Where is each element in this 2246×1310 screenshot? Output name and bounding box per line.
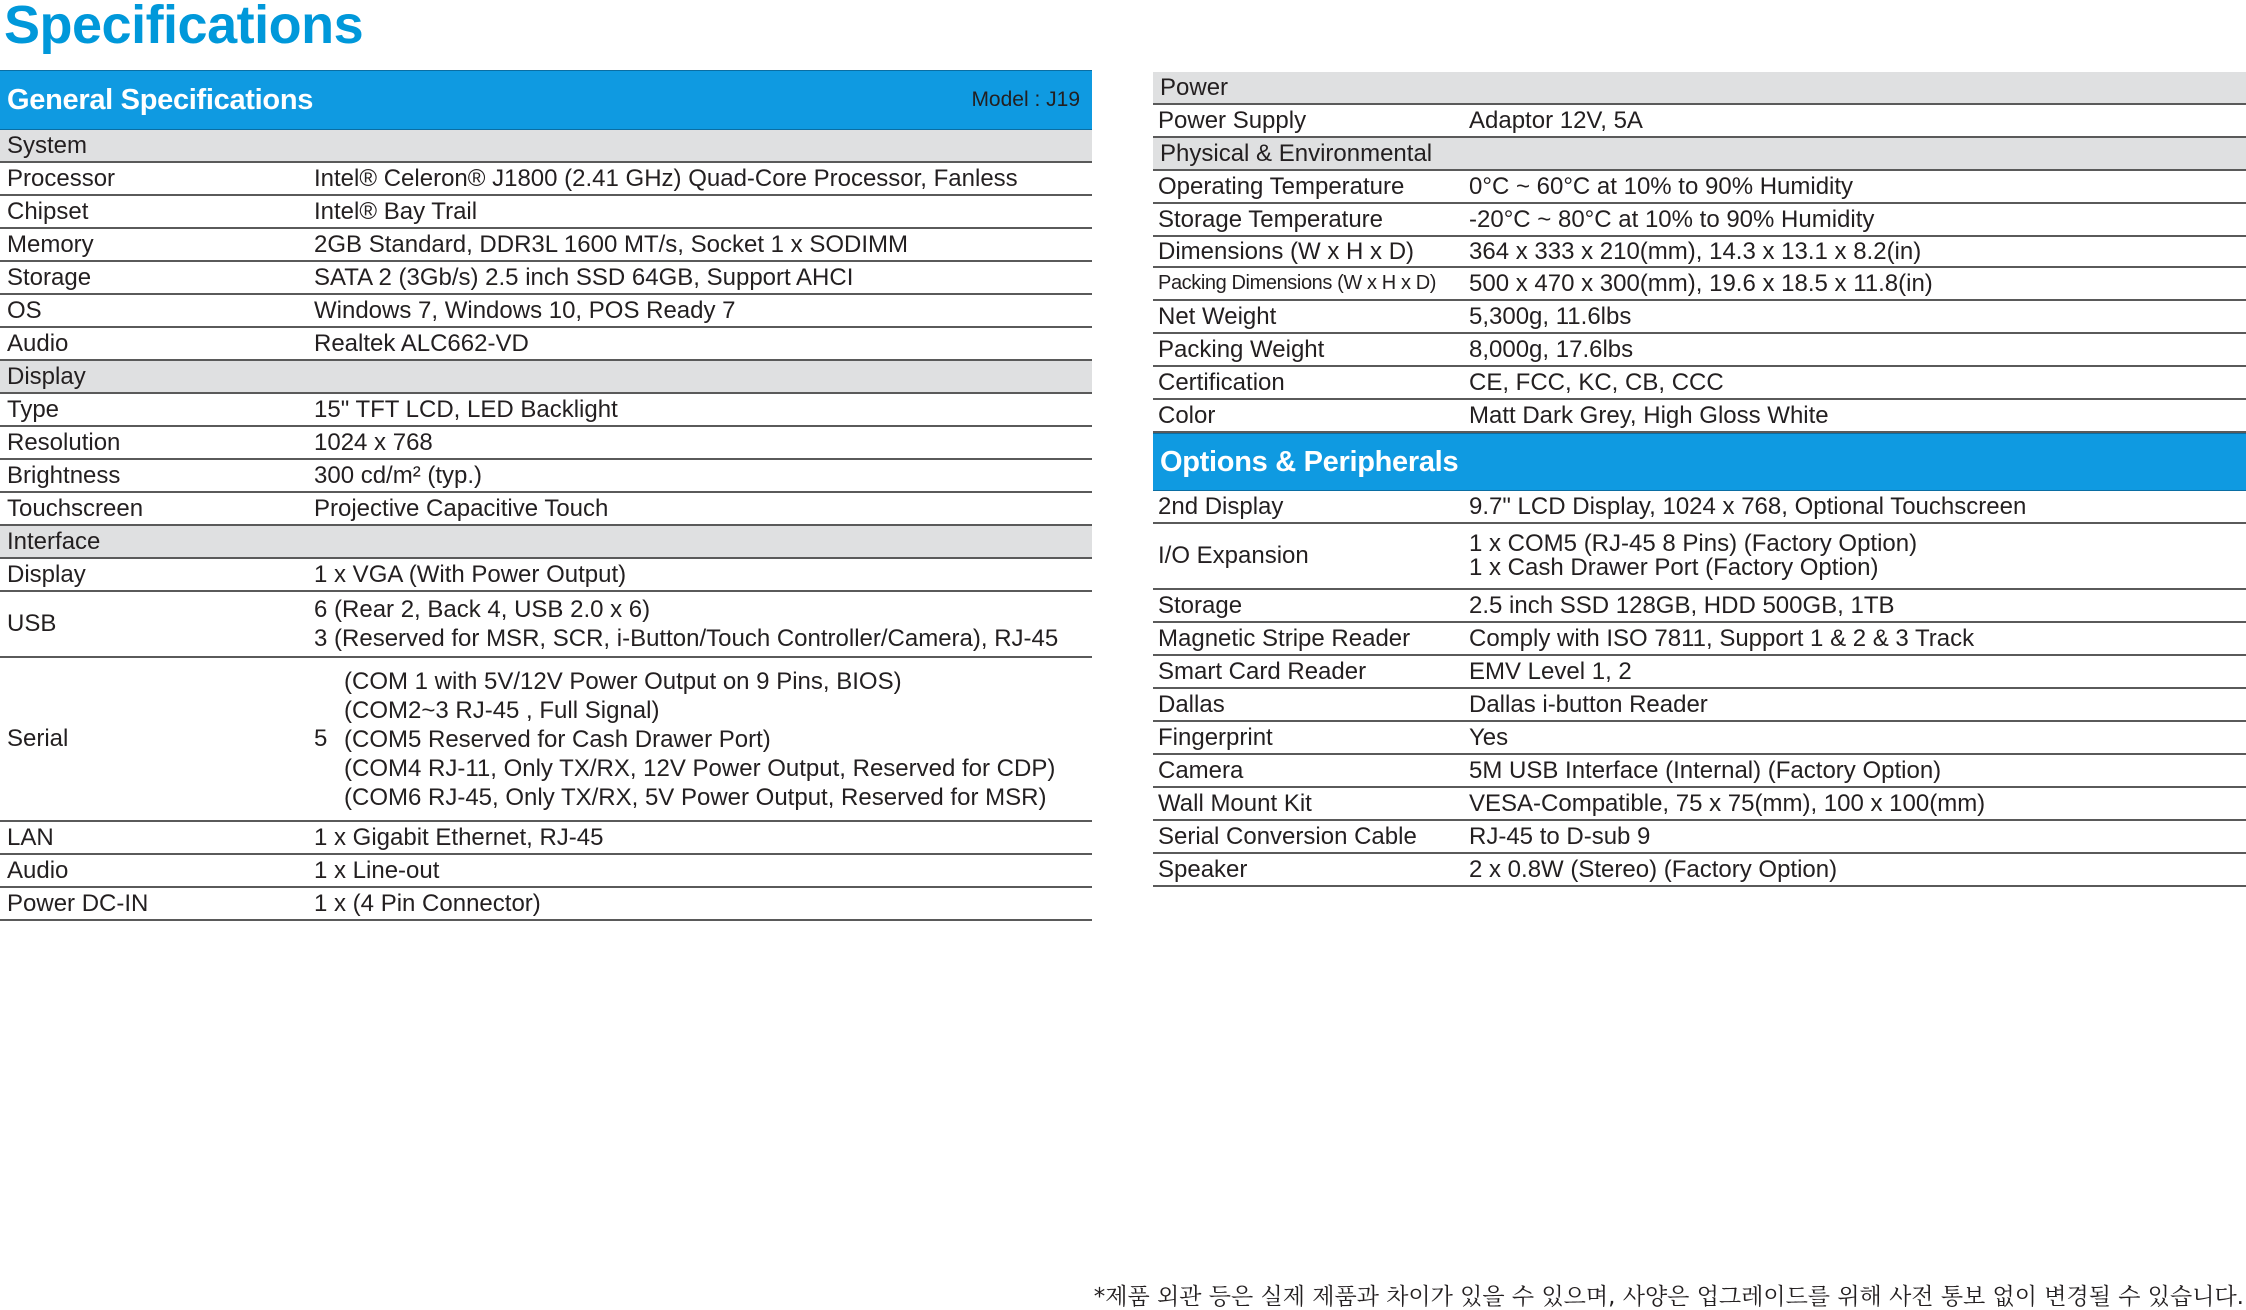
general-specifications-table: [0, 70, 1092, 921]
spec-label: Storage: [7, 263, 92, 291]
spec-value: [314, 323, 1092, 365]
spec-row-power-dc-in: [0, 888, 1092, 921]
page-title: Specifications: [4, 0, 364, 55]
spec-label: Touchscreen: [7, 494, 144, 522]
spec-value-line: Realtek ALC662-VD: [314, 329, 529, 357]
spec-value-line: 1 x COM5 (RJ-45 8 Pins) (Factory Option): [1469, 530, 1918, 557]
spec-label: Magnetic Stripe Reader: [1158, 624, 1411, 652]
spec-value-line: 2.5 inch SSD 128GB, HDD 500GB, 1TB: [1469, 591, 1895, 619]
spec-label: Serial Conversion Cable: [1158, 822, 1417, 850]
spec-label: Camera: [1158, 756, 1244, 784]
spec-label: Net Weight: [1158, 302, 1277, 330]
spec-label: Dimensions (W x H x D): [1158, 237, 1415, 265]
spec-value-line: (COM4 RJ-11, Only TX/RX, 12V Power Output, Reserved for CDP): [344, 754, 1056, 782]
general-specifications-body: [0, 130, 1092, 921]
spec-value-line: SATA 2 (3Gb/s) 2.5 inch SSD 64GB, Support AHCI: [314, 263, 854, 291]
spec-value-line: 0°C ~ 60°C at 10% to 90% Humidity: [1469, 172, 1854, 200]
spec-row-2nd-display: [1153, 491, 2246, 524]
spec-label: Processor: [7, 164, 116, 192]
spec-row-i-o-expansion: [1153, 524, 2246, 590]
spec-value-line: Dallas i-button Reader: [1469, 690, 1708, 718]
spec-label: Power Supply: [1158, 106, 1307, 134]
spec-label: OS: [7, 296, 42, 324]
spec-value-line: 2GB Standard, DDR3L 1600 MT/s, Socket 1 x SODIMM: [314, 230, 908, 258]
right-spec-table: [1153, 72, 2246, 887]
spec-value-line: 5M USB Interface (Internal) (Factory Option): [1469, 756, 1942, 784]
spec-value-line: 15" TFT LCD, LED Backlight: [314, 395, 618, 423]
spec-value-line: 1 x Cash Drawer Port (Factory Option): [1469, 554, 1879, 581]
spec-value: [314, 883, 1092, 925]
spec-value-line: Yes: [1469, 723, 1509, 751]
spec-value: [1469, 849, 2246, 891]
spec-label: Audio: [7, 329, 69, 357]
spec-value-line: 1 x Gigabit Ethernet, RJ-45: [314, 823, 604, 851]
spec-value-line: 5,300g, 11.6lbs: [1469, 302, 1632, 330]
spec-label: USB: [7, 610, 57, 637]
spec-value-line: RJ-45 to D-sub 9: [1469, 822, 1651, 850]
spec-label: Brightness: [7, 461, 121, 489]
power-section: [1153, 72, 2246, 138]
spec-value: [1469, 100, 2246, 142]
spec-label: Type: [7, 395, 60, 423]
spec-label: Storage: [1158, 591, 1243, 619]
spec-label: Certification: [1158, 368, 1285, 396]
spec-value-line: 1 x (4 Pin Connector): [314, 889, 541, 917]
spec-label: Serial: [7, 725, 69, 752]
section-interface: Interface: [0, 526, 1092, 559]
section-power: Power: [1153, 72, 2246, 105]
spec-value-line: (COM2~3 RJ-45 , Full Signal): [344, 696, 660, 724]
spec-row-touchscreen: [0, 493, 1092, 526]
spec-label: Fingerprint: [1158, 723, 1273, 751]
spec-label: Speaker: [1158, 855, 1248, 883]
spec-row-serial: [0, 658, 1092, 822]
spec-value: [314, 488, 1092, 530]
spec-label: Display: [7, 560, 86, 588]
spec-row-usb: [0, 592, 1092, 658]
spec-label: Storage Temperature: [1158, 205, 1384, 233]
spec-label: Chipset: [7, 197, 89, 225]
spec-label: LAN: [7, 823, 54, 851]
spec-label: Operating Temperature: [1158, 172, 1405, 200]
spec-row-color: [1153, 400, 2246, 433]
spec-value-line: Projective Capacitive Touch: [314, 494, 609, 522]
spec-value-line: EMV Level 1, 2: [1469, 657, 1632, 685]
spec-value-line: CE, FCC, KC, CB, CCC: [1469, 368, 1724, 396]
options-peripherals-title: Options & Peripherals: [1160, 445, 1459, 478]
spec-value-line: 9.7" LCD Display, 1024 x 768, Optional Touchscreen: [1469, 492, 2027, 520]
spec-value: [314, 667, 1092, 812]
spec-label: Wall Mount Kit: [1158, 789, 1312, 817]
spec-value-line: Intel® Celeron® J1800 (2.41 GHz) Quad-Core Processor, Fanless: [314, 164, 1018, 192]
model-label: Model : J19: [971, 88, 1080, 111]
spec-value-line: VESA-Compatible, 75 x 75(mm), 100 x 100(mm): [1469, 789, 1986, 817]
spec-value-line: 364 x 333 x 210(mm), 14.3 x 13.1 x 8.2(in): [1469, 237, 1922, 265]
spec-value: [314, 554, 1092, 596]
spec-value-line: 300 cd/m² (typ.): [314, 461, 483, 489]
spec-value-line: 1 x Line-out: [314, 856, 440, 884]
spec-value-line: 6 (Rear 2, Back 4, USB 2.0 x 6): [314, 596, 651, 623]
spec-row-display: [0, 559, 1092, 592]
spec-label: Packing Weight: [1158, 335, 1325, 363]
spec-label: Smart Card Reader: [1158, 657, 1367, 685]
options-peripherals-header: [1153, 433, 2246, 491]
spec-value-line: 1 x VGA (With Power Output): [314, 560, 627, 588]
spec-value-line: Windows 7, Windows 10, POS Ready 7: [314, 296, 736, 324]
spec-value: [314, 595, 1092, 653]
spec-value-line: (COM5 Reserved for Cash Drawer Port): [344, 725, 771, 753]
spec-row-power-supply: [1153, 105, 2246, 138]
options-peripherals-body: [1153, 491, 2246, 887]
general-specifications-title: General Specifications: [7, 83, 314, 116]
spec-label: 2nd Display: [1158, 492, 1284, 520]
section-physical-environmental: Physical & Environmental: [1153, 138, 2246, 171]
spec-value-line: -20°C ~ 80°C at 10% to 90% Humidity: [1469, 205, 1875, 233]
spec-label: Resolution: [7, 428, 121, 456]
section-system: System: [0, 130, 1092, 163]
spec-value: [1469, 532, 2246, 580]
spec-label: Memory: [7, 230, 94, 258]
section-display: Display: [0, 361, 1092, 394]
spec-value-line: (COM 1 with 5V/12V Power Output on 9 Pins, BIOS): [344, 667, 902, 695]
spec-value: [1469, 486, 2246, 528]
general-specifications-header: [0, 70, 1092, 130]
spec-label: Packing Dimensions (W x H x D): [1158, 272, 1437, 294]
spec-value-line: 1024 x 768: [314, 428, 433, 456]
spec-value-line: Comply with ISO 7811, Support 1 & 2 & 3 Track: [1469, 624, 1975, 652]
spec-value-line: Intel® Bay Trail: [314, 197, 478, 225]
spec-value-line: 3 (Reserved for MSR, SCR, i-Button/Touch Controller/Camera), RJ-45: [314, 625, 1059, 652]
spec-value-line: 2 x 0.8W (Stereo) (Factory Option): [1469, 855, 1838, 883]
spec-value-line: Adaptor 12V, 5A: [1469, 106, 1643, 134]
spec-label: Audio: [7, 856, 69, 884]
spec-value-line: 8,000g, 17.6lbs: [1469, 335, 1634, 363]
spec-row-speaker: [1153, 854, 2246, 887]
spec-label: Color: [1158, 401, 1216, 429]
spec-row-audio: [0, 328, 1092, 361]
spec-value-line: (COM6 RJ-45, Only TX/RX, 5V Power Output, Reserved for MSR): [344, 783, 1047, 811]
spec-label: Dallas: [1158, 690, 1225, 718]
serial-count: 5: [314, 725, 328, 752]
spec-label: Power DC-IN: [7, 889, 149, 917]
spec-value-line: 500 x 470 x 300(mm), 19.6 x 18.5 x 11.8(in): [1469, 269, 1933, 297]
spec-value-line: Matt Dark Grey, High Gloss White: [1469, 401, 1829, 429]
footnote: *제품 외관 등은 실제 제품과 차이가 있을 수 있으며, 사양은 업그레이드를 위해 사전 통보 없이 변경될 수 있습니다.: [1093, 1284, 2244, 1310]
serial-lines: [344, 667, 1055, 812]
spec-value: [1469, 395, 2246, 437]
spec-label: I/O Expansion: [1158, 542, 1309, 569]
physical-environmental-section: [1153, 138, 2246, 433]
